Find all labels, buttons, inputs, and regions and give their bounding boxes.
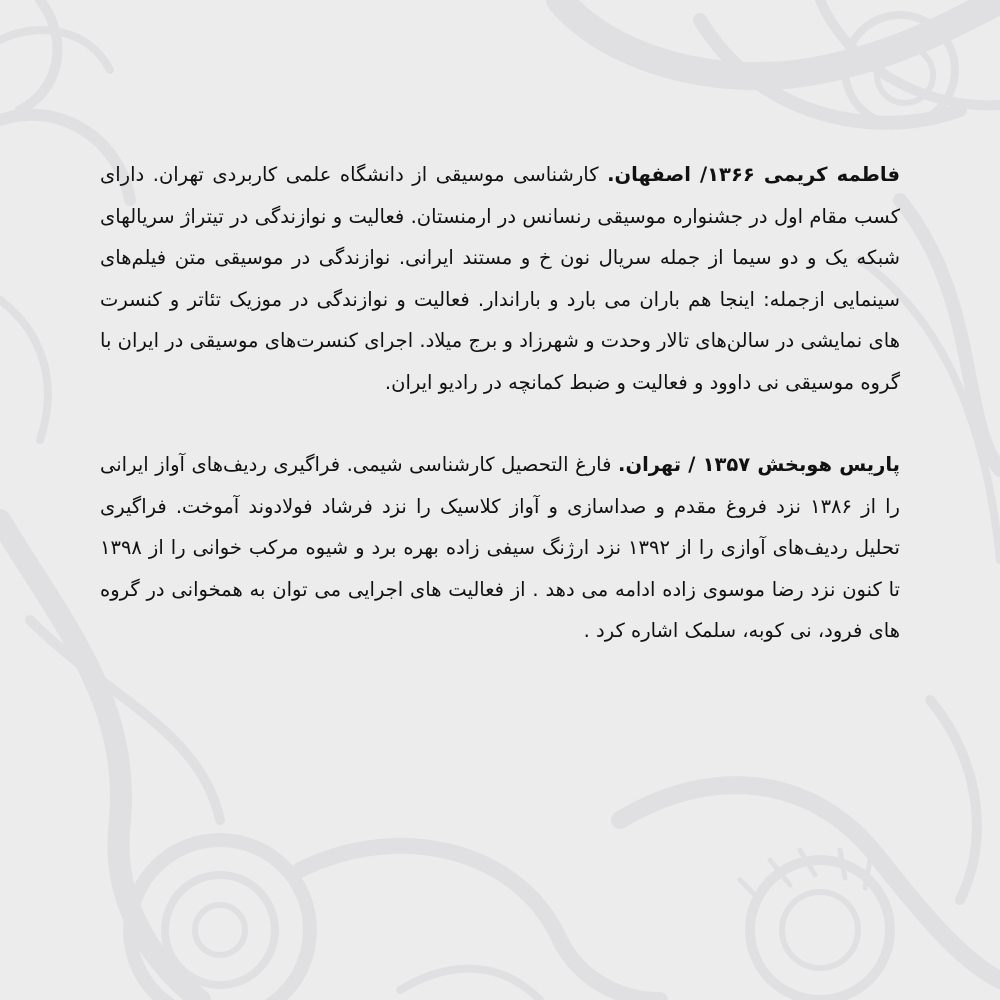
bio-fatemeh-karimi <box>100 154 900 403</box>
bio-text-fatemeh-karimi: کارشناسی موسیقی از دانشگاه علمی کاربردی تهران. دارای کسب مقام اول در جشنواره موسیقی رنسانس در ارمنستان. فعالیت و نوازندگی در تیتراژ سریالهای شبکه یک و دو سیما از جمله سریال نون خ و مستند ایرانی. نوازندگی در موسیقی متن فیلم‌های سینمایی ازجمله: اینجا هم باران می بارد و باراندار. فعالیت و نوازندگی در موزیک تئاتر و کنسرت های نمایشی در سالن‌های تالار وحدت و شهرزاد و برج میلاد. اجرای کنسرت‌های موسیقی در ایران با گروه موسیقی نی داوود و فعالیت و ضبط کمانچه در رادیو ایران. <box>100 163 900 394</box>
bio-text-paris-hobakhsh: فارغ التحصیل کارشناسی شیمی. فراگیری ردیف‌های آواز ایرانی را از ۱۳۸۶ نزد فروغ مقدم و صداسازی و آواز کلاسیک را نزد فرشاد فولادوند آموخت. فراگیری تحلیل ردیف‌های آوازی را از ۱۳۹۲ نزد ارژنگ سیفی زاده بهره برد و شیوه مرکب خوانی را از ۱۳۹۸ تا کنون نزد رضا موسوی زاده ادامه می دهد . از فعالیت های اجرایی می توان به همخوانی در گروه های فرود، نی کوبه، سلمک اشاره کرد . <box>100 453 900 642</box>
bio-name-fatemeh-karimi: فاطمه کریمی ۱۳۶۶/ اصفهان. <box>607 163 900 186</box>
bio-paris-hobakhsh <box>100 444 900 652</box>
bio-content <box>100 154 900 652</box>
bio-name-paris-hobakhsh: پاریس هوبخش ۱۳۵۷ / تهران. <box>618 453 900 476</box>
